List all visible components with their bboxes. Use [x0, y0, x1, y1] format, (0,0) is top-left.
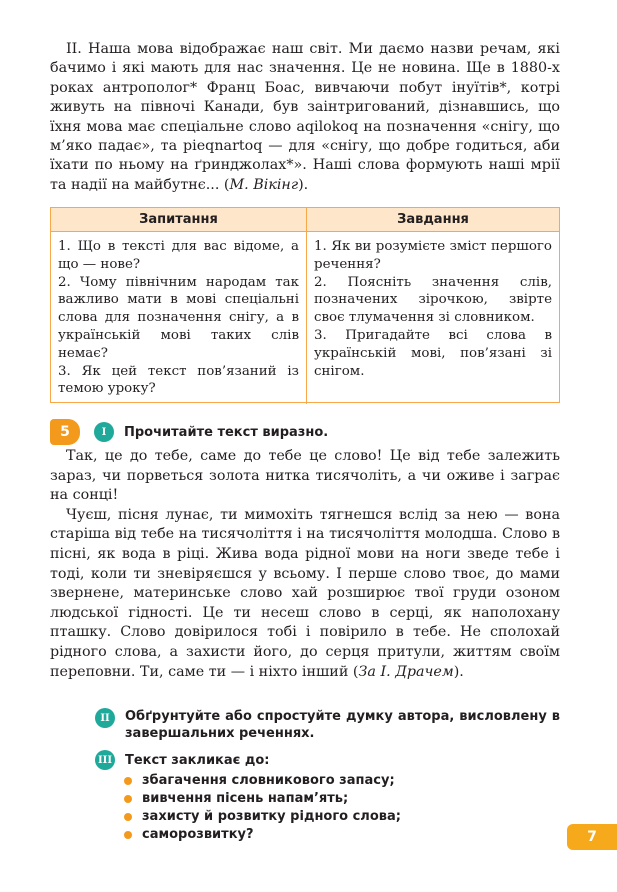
- bullet-dot-icon: [124, 777, 132, 785]
- call-list: [124, 772, 401, 844]
- reading-paragraph-2: Чуєш, пісня лунає, ти мимохіть тягнешся вслід за нею — вона старіша від тебе на тисячоліття і на тисячоліття молодша. Слово в пісні, як вода в ріці. Жива вода рідної мови на ноги зведе тебе і тоді, коли ти зневіряєшся у всьому. І перше слово твоє, до мами звернене, материнське слово хай розширює твої груди озоном людської гідності. Це ти несеш слово в серці, як наполохану пташку. Слово довірилося тобі і повірило в тебе. Не сполохай рідного слова, а захисти його, до серця притули, життям своїм переповни. Ти, саме ти — і ніхто інший (За І. Драчем).: [50, 506, 560, 680]
- bullet-dot-icon: [124, 813, 132, 821]
- question-item: 1. Що в тексті для вас відоме, а що — нове?: [58, 239, 299, 272]
- header-questions: Запитання: [51, 208, 307, 232]
- exercise-number-badge: 5: [50, 419, 80, 445]
- intro-text: II. Наша мова відображає наш світ. Ми даємо назви речам, які бачимо і які мають для нас значення. Це не новина. Ще в 1880-х роках антрополог* Франц Боас, вивчаючи побут інуїтів*, котрі живуть на півночі Канади, був заінтригований, дізнавшись, що їхня мова має спеціальне слово aqilokoq на позначення «снігу, що м’яко падає», та pieqnartoq — для «снігу, що добре годиться, аби їхати по ньому на ґринджолах*». Наші слова формують наші мрії та надії на майбутнє... (М. Вікінг).: [50, 41, 560, 193]
- task-item: 3. Пригадайте всі слова в українській мові, пов’язані зі снігом.: [314, 327, 552, 379]
- step-three-instruction: Текст закликає до:: [125, 752, 270, 768]
- step-one-instruction: Прочитайте текст виразно.: [124, 424, 329, 440]
- step-three: [95, 750, 270, 770]
- questions-cell: [51, 232, 307, 404]
- step-two: [95, 708, 560, 742]
- list-item: вивчення пісень напам’ять;: [124, 790, 401, 808]
- step-two-badge: II: [95, 708, 115, 728]
- exercise-header: [50, 419, 328, 445]
- reading-source: За І. Драчем: [358, 663, 454, 680]
- header-tasks: Завдання: [307, 208, 559, 232]
- list-item: саморозвитку?: [124, 826, 401, 844]
- task-item: 1. Як ви розумієте зміст першого речення?: [314, 239, 552, 272]
- list-item: захисту й розвитку рідного слова;: [124, 808, 401, 826]
- bullet-dot-icon: [124, 831, 132, 839]
- questions-table: [50, 207, 560, 403]
- question-item: 3. Як цей текст пов’язаний із темою уроку?: [58, 363, 299, 397]
- question-item: 2. Чому північним народам так важливо мати в мові спеціальні слова для позначення снігу, а в українській мові таких слів немає?: [58, 274, 299, 361]
- tasks-cell: [307, 232, 559, 404]
- step-three-badge: III: [95, 750, 115, 770]
- reading-paragraph-1: Так, це до тебе, саме до тебе це слово! Це від тебе залежить зараз, чи порветься золота нитка тисячоліть, а чи оживе і заграє на сонці!: [50, 448, 560, 504]
- bullet-dot-icon: [124, 795, 132, 803]
- step-two-instruction: Обґрунтуйте або спростуйте думку автора, висловлену в завершальних реченнях.: [125, 709, 560, 741]
- page-number: 7: [567, 824, 617, 850]
- task-item: 2. Поясніть значення слів, позначених зірочкою, звірте своє тлумачення зі словником.: [314, 274, 552, 326]
- list-item: збагачення словникового запасу;: [124, 772, 401, 790]
- step-one-badge: I: [94, 422, 114, 442]
- reading-text: [50, 447, 560, 682]
- intro-source: М. Вікінг: [229, 176, 299, 193]
